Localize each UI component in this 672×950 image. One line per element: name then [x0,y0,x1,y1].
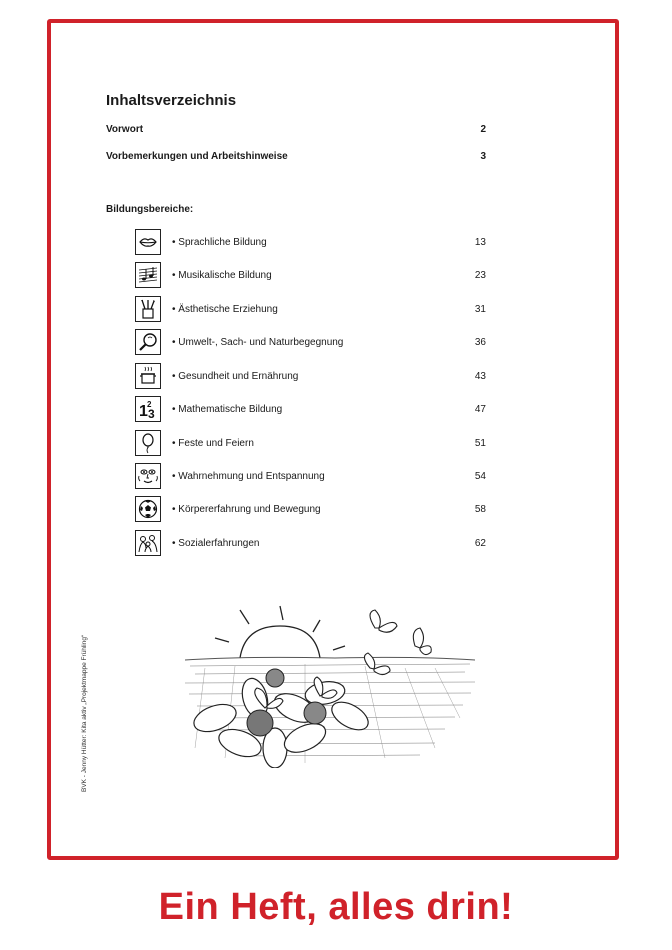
area-label: • Umwelt-, Sach- und Naturbegegnung [172,337,344,348]
children-group-icon [135,530,161,556]
area-page: 36 [474,337,486,348]
soccer-ball-icon [135,496,161,522]
area-label: • Gesundheit und Ernährung [172,371,299,382]
svg-text:3: 3 [148,407,155,420]
toc-entry-label: Vorwort [106,124,144,135]
area-page: 54 [474,471,486,482]
area-entry-feste-feiern [135,430,486,458]
area-entry-koerpererfahrung [135,496,486,524]
area-page: 47 [474,404,486,415]
svg-text:2: 2 [147,400,152,409]
music-notes-icon [135,262,161,288]
area-page: 23 [474,270,486,281]
toc-entry-page: 3 [480,151,486,162]
area-entry-sozialerfahrungen [135,530,486,558]
area-entry-mathematische-bildung [135,396,486,424]
area-label: • Sprachliche Bildung [172,237,267,248]
toc-entry-vorbemerkungen [106,151,486,162]
area-entry-sprachliche-bildung [135,229,486,257]
area-page: 31 [474,304,486,315]
area-page: 43 [474,371,486,382]
area-page: 13 [474,237,486,248]
area-label: • Musikalische Bildung [172,270,272,281]
slogan: Ein Heft, alles drin! [158,886,514,928]
face-senses-icon [135,463,161,489]
area-entry-aesthetische-erziehung [135,296,486,324]
area-page: 62 [474,538,486,549]
area-entry-umwelt [135,329,486,357]
spring-illustration [185,598,480,768]
toc-entry-label: Vorbemerkungen und Arbeitshinweise [106,151,288,162]
toc-entry-vorwort [106,124,486,135]
toc-entry-page: 2 [480,124,486,135]
svg-text:1: 1 [139,403,148,420]
balloon-icon [135,430,161,456]
area-page: 51 [474,438,486,449]
area-label: • Körpererfahrung und Bewegung [172,504,321,515]
section-label: Bildungsbereiche: [106,204,194,215]
cooking-pot-icon [135,363,161,389]
side-note: BVK - Jenny Hütter: Kita aktiv „Projektmappe Frühling“ [81,634,88,792]
numbers-icon [135,396,161,422]
area-entry-gesundheit [135,363,486,391]
magnifier-icon [135,329,161,355]
area-label: • Wahrnehmung und Entspannung [172,471,325,482]
lips-icon [135,229,161,255]
area-entry-musikalische-bildung [135,262,486,290]
brushes-cup-icon [135,296,161,322]
area-label: • Ästhetische Erziehung [172,304,278,315]
area-label: • Feste und Feiern [172,438,254,449]
area-label: • Mathematische Bildung [172,404,283,415]
area-entry-wahrnehmung [135,463,486,491]
area-page: 58 [474,504,486,515]
area-label: • Sozialerfahrungen [172,538,260,549]
toc-title: Inhaltsverzeichnis [106,92,237,109]
